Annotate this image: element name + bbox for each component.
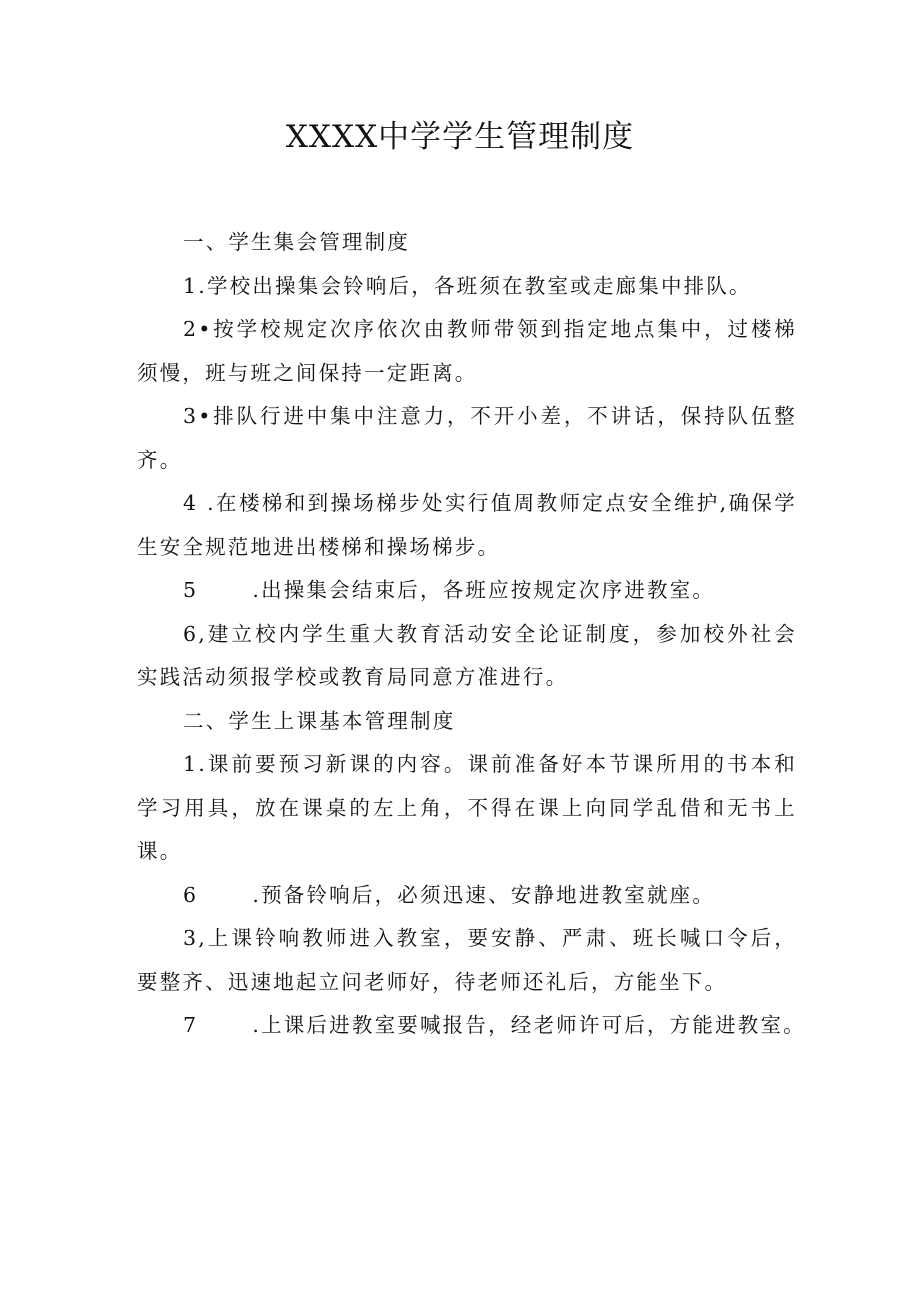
document-title: XXXX中学学生管理制度 <box>285 119 635 155</box>
paragraph-5: 5 .出操集会结束后，各班应按规定次序进教室。 <box>183 578 716 602</box>
paragraph-9: 3,上课铃响教师进入教室，要安静、严肃、班长喊口令后，要整齐、迅速地起立问老师好，待老师还礼后，方能坐下。 <box>137 926 797 994</box>
document-body <box>137 221 806 1048</box>
paragraph-6: 6,建立校内学生重大教育活动安全论证制度，参加校外社会实践活动须报学校或教育局同意方准进行。 <box>137 621 797 689</box>
paragraph-3: 3•排队行进中集中注意力，不开小差，不讲话，保持队伍整齐。 <box>137 404 797 472</box>
paragraph-7: 1.课前要预习新课的内容。课前准备好本节课所用的书本和学习用具，放在课桌的左上角，不得在课上向同学乱借和无书上课。 <box>137 752 797 863</box>
paragraph-2: 2•按学校规定次序依次由教师带领到指定地点集中，过楼梯须慢，班与班之间保持一定距离。 <box>137 317 797 385</box>
paragraph-10: 7 .上课后进教室要喊报告，经老师许可后，方能进教室。 <box>183 1013 806 1037</box>
paragraph-8: 6 .预备铃响后，必须迅速、安静地进教室就座。 <box>183 882 716 907</box>
paragraph-4: 4 .在楼梯和到操场梯步处实行值周教师定点安全维护,确保学生安全规范地进出楼梯和操场梯步。 <box>137 491 797 559</box>
paragraph-1: 1.学校出操集会铃响后，各班须在教室或走廊集中排队。 <box>183 273 752 298</box>
section-heading-class: 二、学生上课基本管理制度 <box>183 708 456 733</box>
section-heading-assembly: 一、学生集会管理制度 <box>183 230 410 254</box>
